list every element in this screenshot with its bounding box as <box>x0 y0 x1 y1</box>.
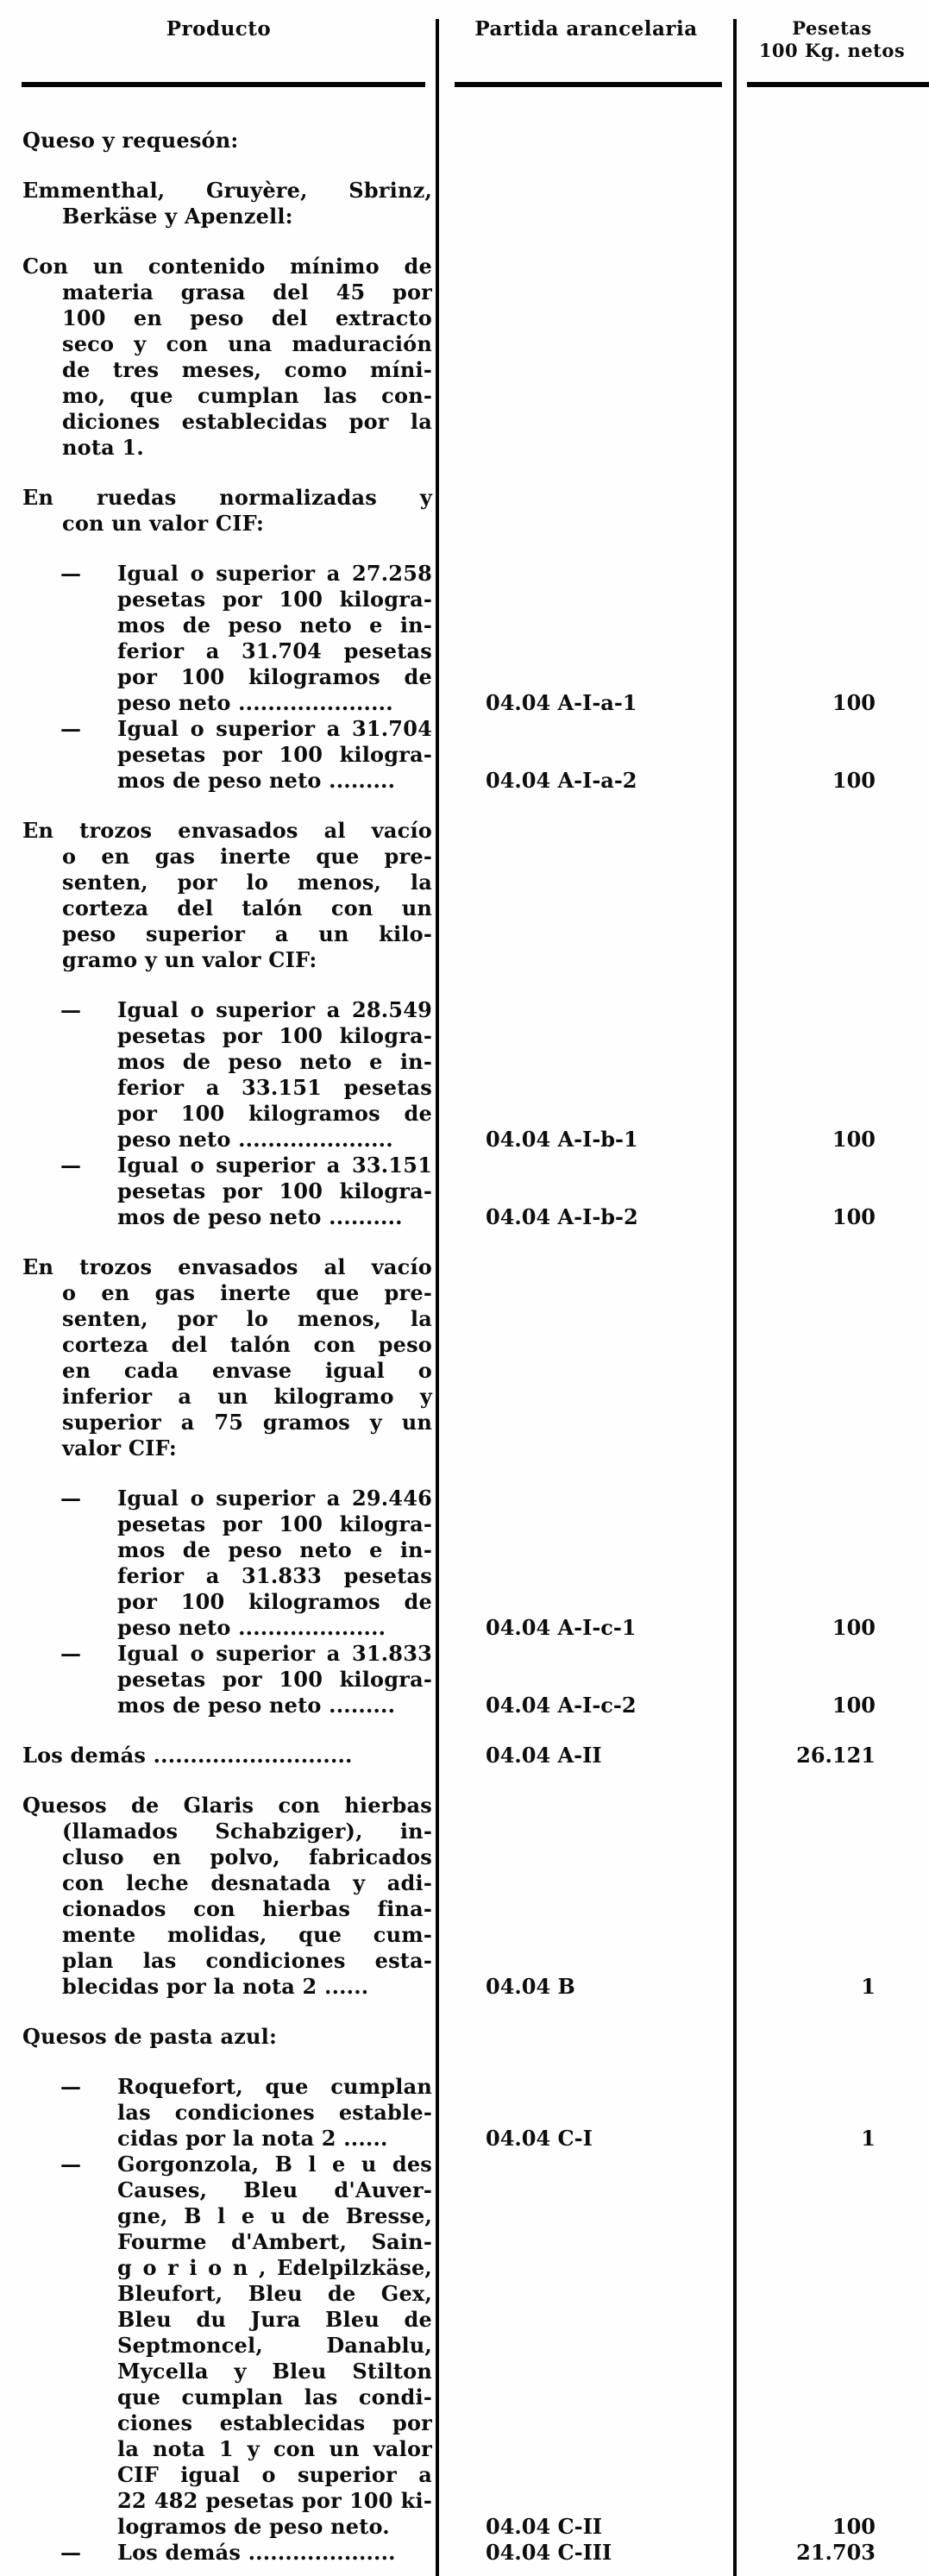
text-line: Igual o superior a 31.833 <box>117 1641 432 1666</box>
text-line: En trozos envasados al vacío <box>22 818 432 843</box>
text-line: Queso y requesón: <box>22 128 239 153</box>
bullet-indent <box>22 1153 60 1230</box>
bullet-dash: — <box>60 561 81 586</box>
product-cell <box>0 2540 437 2566</box>
table-row <box>0 1486 929 1641</box>
product-cell <box>0 178 437 229</box>
bullet-dash: — <box>60 2074 81 2099</box>
pesetas-cell: 26.121 <box>796 1743 876 1768</box>
table-row <box>0 2540 929 2566</box>
text-line: Bleu du Jura Bleu de <box>117 2307 432 2332</box>
text-line: Quesos de pasta azul: <box>22 2024 278 2049</box>
text-line: mente molidas, que cum- <box>62 1922 432 1947</box>
table-row <box>0 1743 929 1769</box>
text-line: Igual o superior a 33.151 <box>117 1153 432 1178</box>
bullet-indent <box>22 997 60 1153</box>
product-cell <box>0 1641 437 1718</box>
product-cell <box>0 2074 437 2152</box>
text-line: En ruedas normalizadas y <box>22 485 432 510</box>
bullet-indent <box>22 716 60 794</box>
partida-cell: 04.04 C-I <box>486 2126 593 2151</box>
text-line: Septmoncel, Danablu, <box>117 2333 432 2358</box>
text-line: que cumplan las condi- <box>117 2384 432 2410</box>
pesetas-cell: 100 <box>832 1204 876 1229</box>
partida-cell: 04.04 A-I-c-1 <box>486 1615 637 1640</box>
text-line: en cada envase igual o <box>62 1358 432 1383</box>
product-cell <box>0 1254 437 1461</box>
header-partida-arancelaria: Partida arancelaria <box>474 17 698 41</box>
product-cell <box>0 254 437 461</box>
product-cell <box>0 716 437 794</box>
text-line: Igual o superior a 27.258 <box>117 561 432 586</box>
table-row <box>0 128 929 154</box>
pesetas-cell: 100 <box>832 690 876 715</box>
partida-cell: 04.04 A-II <box>486 1743 602 1768</box>
text-line: CIF igual o superior a <box>117 2462 432 2487</box>
product-cell <box>0 1793 437 2000</box>
text-line: por 100 kilogramos de <box>117 1589 432 1614</box>
text-line: senten, por lo menos, la <box>62 1306 432 1331</box>
column-divider-2 <box>733 19 737 2576</box>
product-cell <box>0 818 437 973</box>
text-line: corteza del talón con un <box>62 895 432 920</box>
text-line: Mycella y Bleu Stilton <box>117 2359 432 2384</box>
text-line: Los demás .................... <box>117 2540 396 2565</box>
text-line: Gorgonzola, B l e u des <box>117 2152 432 2177</box>
table-row <box>0 254 929 461</box>
table-row <box>0 716 929 794</box>
pesetas-cell: 100 <box>832 2514 876 2539</box>
partida-cell: 04.04 C-III <box>486 2540 612 2565</box>
text-line: pesetas por 100 kilogra- <box>117 1023 432 1048</box>
table-row <box>0 1153 929 1230</box>
table-row <box>0 818 929 973</box>
product-cell <box>0 997 437 1153</box>
text-line: mos de peso neto ......... <box>117 768 396 793</box>
product-cell <box>0 561 437 716</box>
pesetas-cell: 100 <box>832 768 876 793</box>
header-pesetas-line1: Pesetas <box>792 17 872 39</box>
header-pesetas <box>735 17 929 62</box>
text-line: Emmenthal, Gruyère, Sbrinz, <box>22 178 432 203</box>
pesetas-cell: 100 <box>832 1693 876 1718</box>
text-line: por 100 kilogramos de <box>117 664 432 689</box>
table-row <box>0 1641 929 1718</box>
header-rule-producto <box>22 82 425 87</box>
text-line: con un valor CIF: <box>62 511 265 536</box>
text-line: mos de peso neto e in- <box>117 613 432 638</box>
bullet-dash: — <box>60 2152 81 2177</box>
header-producto: Producto <box>166 17 272 41</box>
text-line: mo, que cumplan las con- <box>62 383 432 408</box>
text-line: o en gas inerte que pre- <box>62 844 432 869</box>
text-line: superior a 75 gramos y un <box>62 1410 432 1435</box>
table-row <box>0 561 929 716</box>
product-cell <box>0 2024 437 2050</box>
product-cell <box>0 1486 437 1641</box>
pesetas-cell: 100 <box>832 1615 876 1640</box>
text-line: ferior a 31.833 pesetas <box>117 1563 432 1588</box>
text-line: cidas por la nota 2 ...... <box>117 2126 388 2151</box>
table-row <box>0 997 929 1153</box>
bullet-indent <box>22 2540 60 2566</box>
text-line: nota 1. <box>62 435 144 460</box>
pesetas-cell: 100 <box>832 1127 876 1152</box>
text-line: mos de peso neto ......... <box>117 1693 396 1718</box>
product-cell <box>0 485 437 537</box>
text-line: logramos de peso neto. <box>117 2514 390 2539</box>
partida-cell: 04.04 A-I-a-2 <box>486 768 637 793</box>
text-line: peso superior a un kilo- <box>62 921 432 946</box>
text-line: ferior a 33.151 pesetas <box>117 1075 432 1100</box>
pesetas-cell: 1 <box>861 1974 876 1999</box>
table-row <box>0 178 929 229</box>
table-row <box>0 2152 929 2540</box>
table-row <box>0 2074 929 2152</box>
bullet-indent <box>22 2152 60 2540</box>
text-line: peso neto .................... <box>117 1615 386 1640</box>
text-line: Roquefort, que cumplan <box>117 2074 432 2099</box>
text-line: Bleufort, Bleu de Gex, <box>117 2281 432 2306</box>
text-line: mos de peso neto e in- <box>117 1537 432 1562</box>
bullet-indent <box>22 2074 60 2152</box>
product-cell <box>0 1153 437 1230</box>
bullet-indent <box>22 1486 60 1641</box>
text-line: blecidas por la nota 2 ...... <box>62 1974 369 1999</box>
table-row <box>0 485 929 537</box>
text-line: de tres meses, como míni- <box>62 357 432 382</box>
product-cell <box>0 128 437 154</box>
text-line: 22 482 pesetas por 100 ki- <box>117 2488 432 2513</box>
text-line: Igual o superior a 31.704 <box>117 716 432 741</box>
text-line: seco y con una maduración <box>62 331 432 356</box>
text-line: peso neto ..................... <box>117 1127 393 1152</box>
text-line: pesetas por 100 kilogra- <box>117 742 432 767</box>
bullet-dash: — <box>60 997 81 1022</box>
text-line: ferior a 31.704 pesetas <box>117 638 432 663</box>
text-line: con leche desnatada y adi- <box>62 1870 432 1895</box>
pesetas-cell: 21.703 <box>796 2540 876 2565</box>
text-line: diciones establecidas por la <box>62 409 432 434</box>
partida-cell: 04.04 C-II <box>486 2514 603 2539</box>
text-line: materia grasa del 45 por <box>62 280 432 305</box>
bullet-dash: — <box>60 2540 81 2565</box>
table-row <box>0 2024 929 2050</box>
table-row <box>0 1793 929 2000</box>
text-line: Berkäse y Apenzell: <box>62 204 293 229</box>
text-line: Igual o superior a 28.549 <box>117 997 432 1022</box>
column-divider-1 <box>436 19 439 2576</box>
text-line: plan las condiciones esta- <box>62 1948 432 1973</box>
text-line: gramo y un valor CIF: <box>62 947 317 972</box>
table-row <box>0 1254 929 1461</box>
text-line: o en gas inerte que pre- <box>62 1280 432 1305</box>
header-pesetas-line2: 100 Kg. netos <box>758 40 906 61</box>
table-body <box>0 62 929 2566</box>
bullet-indent <box>22 561 60 716</box>
bullet-dash: — <box>60 1641 81 1666</box>
text-line: gne, B l e u de Bresse, <box>117 2203 432 2228</box>
text-line: pesetas por 100 kilogra- <box>117 1667 432 1692</box>
pesetas-cell: 1 <box>861 2126 876 2151</box>
text-line: ciones establecidas por <box>117 2410 432 2435</box>
text-line: senten, por lo menos, la <box>62 870 432 895</box>
text-line: Quesos de Glaris con hierbas <box>22 1793 432 1818</box>
text-line: por 100 kilogramos de <box>117 1101 432 1126</box>
text-line: pesetas por 100 kilogra- <box>117 587 432 612</box>
text-line: las condiciones estable- <box>117 2100 432 2125</box>
text-line: Causes, Bleu d'Auver- <box>117 2177 432 2202</box>
table-header <box>0 0 929 62</box>
text-line: corteza del talón con peso <box>62 1332 432 1357</box>
partida-cell: 04.04 A-I-b-2 <box>486 1204 638 1229</box>
partida-cell: 04.04 B <box>486 1974 575 1999</box>
partida-cell: 04.04 A-I-b-1 <box>486 1127 638 1152</box>
bullet-dash: — <box>60 1153 81 1178</box>
text-line: inferior a un kilogramo y <box>62 1384 432 1409</box>
text-line: Los demás ........................... <box>22 1743 353 1768</box>
text-line: pesetas por 100 kilogra- <box>117 1511 432 1536</box>
product-cell <box>0 1743 437 1769</box>
partida-cell: 04.04 A-I-c-2 <box>486 1693 637 1718</box>
text-line: pesetas por 100 kilogra- <box>117 1178 432 1203</box>
text-line: Fourme d'Ambert, Sain- <box>117 2229 432 2254</box>
text-line: g o r i o n , Edelpilzkäse, <box>117 2255 432 2280</box>
text-line: 100 en peso del extracto <box>62 305 432 330</box>
bullet-dash: — <box>60 716 81 741</box>
text-line: Con un contenido mínimo de <box>22 254 432 279</box>
product-cell <box>0 2152 437 2540</box>
text-line: la nota 1 y con un valor <box>117 2436 432 2461</box>
text-line: (llamados Schabziger), in- <box>62 1819 432 1844</box>
partida-cell: 04.04 A-I-a-1 <box>486 690 637 715</box>
text-line: cluso en polvo, fabricados <box>62 1844 432 1869</box>
header-rule-pesetas <box>747 82 929 87</box>
text-line: Igual o superior a 29.446 <box>117 1486 432 1511</box>
text-line: mos de peso neto .......... <box>117 1204 403 1229</box>
text-line: valor CIF: <box>62 1436 177 1461</box>
bullet-indent <box>22 1641 60 1718</box>
text-line: peso neto ..................... <box>117 690 393 715</box>
bullet-dash: — <box>60 1486 81 1511</box>
header-rule-partida <box>455 82 722 87</box>
text-line: mos de peso neto e in- <box>117 1049 432 1074</box>
text-line: En trozos envasados al vacío <box>22 1254 432 1279</box>
text-line: cionados con hierbas fina- <box>62 1896 432 1921</box>
